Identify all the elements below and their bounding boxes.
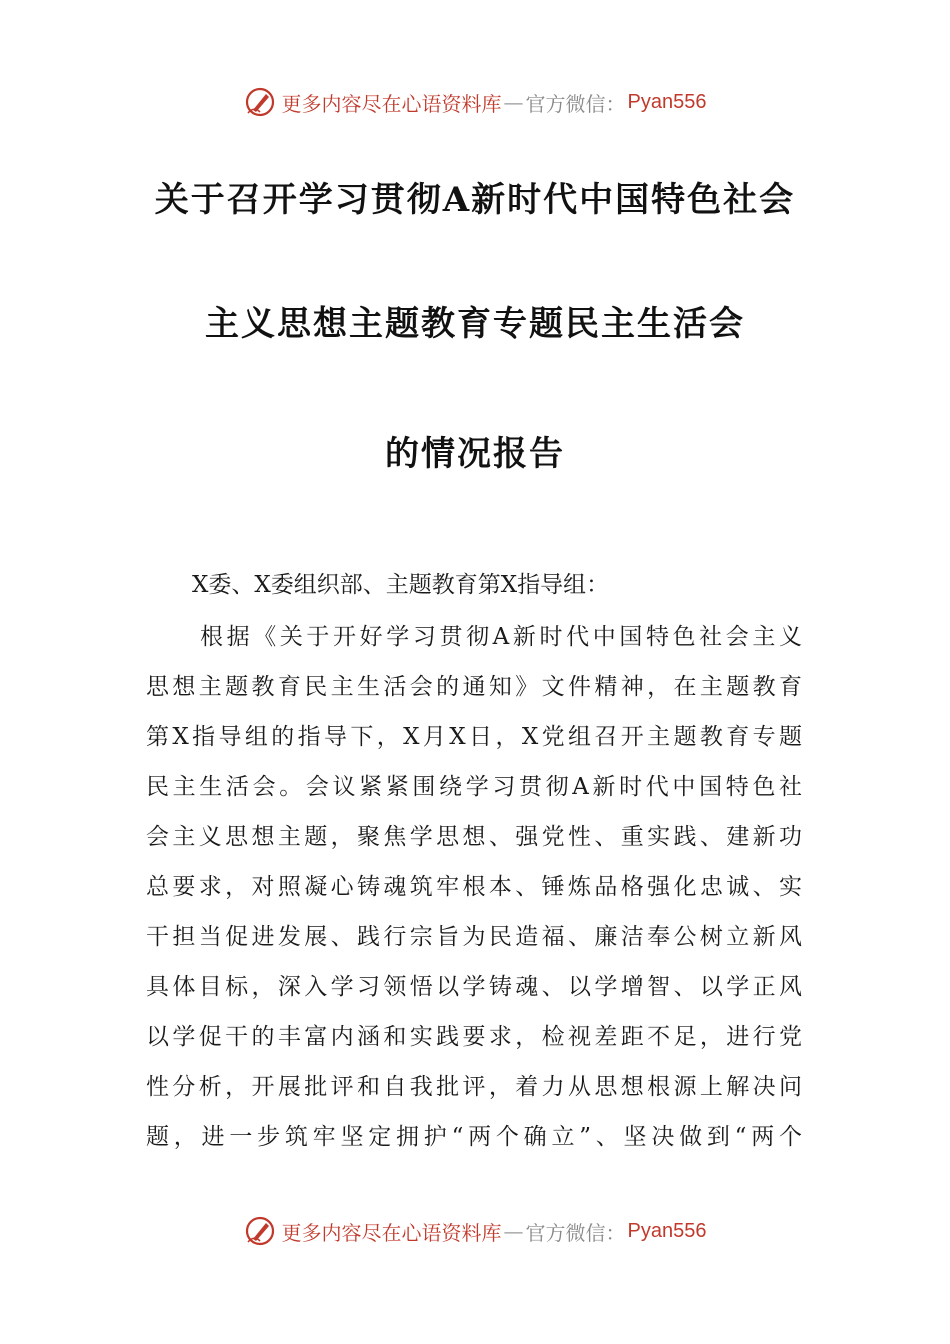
document-title-line-2: 主义思想主题教育专题民主生活会	[205, 304, 745, 344]
body-paragraph	[146, 612, 804, 1162]
paragraph-line: 题，进一步筑牢坚定拥护“两个确立”、坚决做到“两个	[146, 1124, 804, 1150]
watermark-wechat-id: Pyan556	[627, 90, 707, 113]
document-title-line-3: 的情况报告	[385, 434, 565, 474]
salutation: X委、X委组织部、主题教育第X指导组：	[192, 572, 610, 598]
paragraph-line: 具体目标，深入学习领悟以学铸魂、以学增智、以学正风	[146, 974, 804, 1000]
watermark-wechat-label: 官方微信：	[525, 1220, 626, 1245]
paragraph-line: 干担当促进发展、践行宗旨为民造福、廉洁奉公树立新风	[146, 924, 804, 950]
paragraph-line: 第X指导组的指导下，X月X日，X党组召开主题教育专题	[146, 724, 804, 750]
watermark-dash: —	[503, 90, 524, 114]
paragraph-line: 性分析，开展批评和自我批评，着力从思想根源上解决问	[146, 1074, 804, 1100]
pen-circle-icon	[244, 86, 276, 118]
paragraph-line: 会主义思想主题，聚焦学思想、强党性、重实践、建新功	[146, 824, 804, 850]
paragraph-line: 以学促干的丰富内涵和实践要求，检视差距不足，进行党	[146, 1024, 804, 1050]
footer-watermark	[0, 1211, 950, 1251]
paragraph-line: 总要求，对照凝心铸魂筑牢根本、锤炼品格强化忠诚、实	[146, 874, 804, 900]
watermark-dash: —	[503, 1219, 524, 1243]
paragraph-line: 根据《关于开好学习贯彻A新时代中国特色社会主义	[200, 624, 804, 650]
paragraph-line: 思想主题教育民主生活会的通知》文件精神，在主题教育	[146, 674, 804, 700]
header-watermark	[0, 82, 950, 122]
watermark-wechat-id: Pyan556	[627, 1219, 707, 1242]
watermark-site-text: 更多内容尽在心语资料库	[281, 91, 502, 116]
watermark-wechat-label: 官方微信：	[525, 91, 626, 116]
document-title-line-1: 关于召开学习贯彻A新时代中国特色社会	[154, 180, 796, 220]
paragraph-line: 民主生活会。会议紧紧围绕学习贯彻A新时代中国特色社	[146, 774, 804, 800]
watermark-site-text: 更多内容尽在心语资料库	[281, 1220, 502, 1245]
pen-circle-icon	[244, 1215, 276, 1247]
